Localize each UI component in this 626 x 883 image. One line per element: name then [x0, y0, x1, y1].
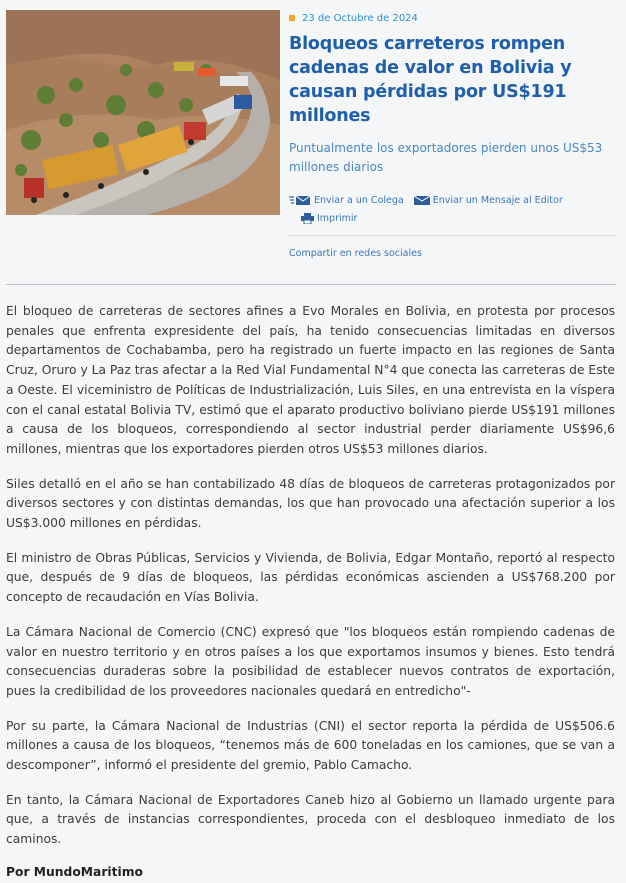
actions-divider — [289, 235, 615, 236]
article-date: 23 de Octubre de 2024 — [302, 12, 418, 24]
print-label: Imprimir — [317, 212, 358, 224]
article-actions — [289, 191, 619, 259]
article-header — [289, 10, 619, 259]
article-title: Bloqueos carreteros rompen cadenas de valor en Bolivia y causan pérdidas por US$191 millones — [289, 34, 572, 126]
header-divider — [6, 284, 616, 285]
paragraph: La Cámara Nacional de Comercio (CNC) expresó que "los bloqueos están rompiendo cadenas de valor en nuestro territorio y en otros países a los que exportamos insumos y bienes. Esto tendrá consecuencias duraderas sobre la posibilidad de establecer nuevos contratos de exportación, pues la credibilidad de los proveedores nacionales quedará en entredicho"- — [6, 624, 615, 698]
paragraph: Por su parte, la Cámara Nacional de Industrias (CNI) el sector reporta la pérdida de US$506.6 millones a causa de los bloqueos, “tenemos más de 600 toneladas en los camiones, que se van a descomponer”, informó el presidente del gremio, Pablo Camacho. — [6, 718, 615, 773]
send-colleague-label: Enviar a un Colega — [314, 194, 404, 206]
paragraph: El bloqueo de carreteras de sectores afines a Evo Morales en Bolivia, en protesta por procesos penales que enfrenta expresidente del país, ha tenido consecuencias limitadas en diversos departamentos de Cochabamba, pero ha registrado un fuerte impacto en las regiones de Santa Cruz, Oruro y La Paz tras afectar a la Red Vial Fundamental N°4 que conecta las carreteras de Este a Oeste. El viceministro de Políticas de Industrialización, Luis Siles, en una entrevista en la víspera con el canal estatal Bolivia TV, estimó que el aparato productivo boliviano pierde US$191 millones a causa de los bloqueos, correspondiendo al sector industrial perder diariamente US$96,6 millones, mientras que los exportadores pierden otros US$53 millones diarios. — [6, 304, 615, 456]
send-colleague-icon — [289, 195, 311, 206]
paragraph: En tanto, la Cámara Nacional de Exportadores Caneb hizo al Gobierno un llamado urgente para que, a través de instancias correspondientes, proceda con el desbloqueo inmediato de los caminos. — [6, 792, 615, 847]
share-link[interactable]: Compartir en redes sociales — [289, 248, 422, 259]
paragraph: El ministro de Obras Públicas, Servicios y Vivienda, de Bolivia, Edgar Montaño, reportó al respecto que, después de 9 días de bloqueos, las pérdidas económicas ascienden a US$768.200 por concepto de recaudación en Vías Bolivia. — [6, 550, 615, 605]
byline: Por MundoMaritimo — [6, 864, 143, 879]
article-subtitle: Puntualmente los exportadores pierden unos US$53 millones diarios — [289, 141, 603, 174]
paragraph: Siles detalló en el año se han contabilizado 48 días de bloqueos de carreteras protagonizados por diversos sectores y con distintas demandas, los que han provocado una afectación superior a los US$3.000 millones en pérdidas. — [6, 476, 615, 531]
send-editor-label: Enviar un Mensaje al Editor — [432, 194, 563, 206]
printer-icon — [301, 213, 314, 224]
article-image — [6, 10, 280, 215]
send-editor-link[interactable] — [414, 195, 563, 206]
print-link[interactable] — [301, 213, 357, 224]
article-body — [6, 302, 615, 879]
send-colleague-link[interactable] — [289, 195, 404, 206]
date-marker — [289, 15, 295, 21]
envelope-icon — [414, 195, 430, 206]
